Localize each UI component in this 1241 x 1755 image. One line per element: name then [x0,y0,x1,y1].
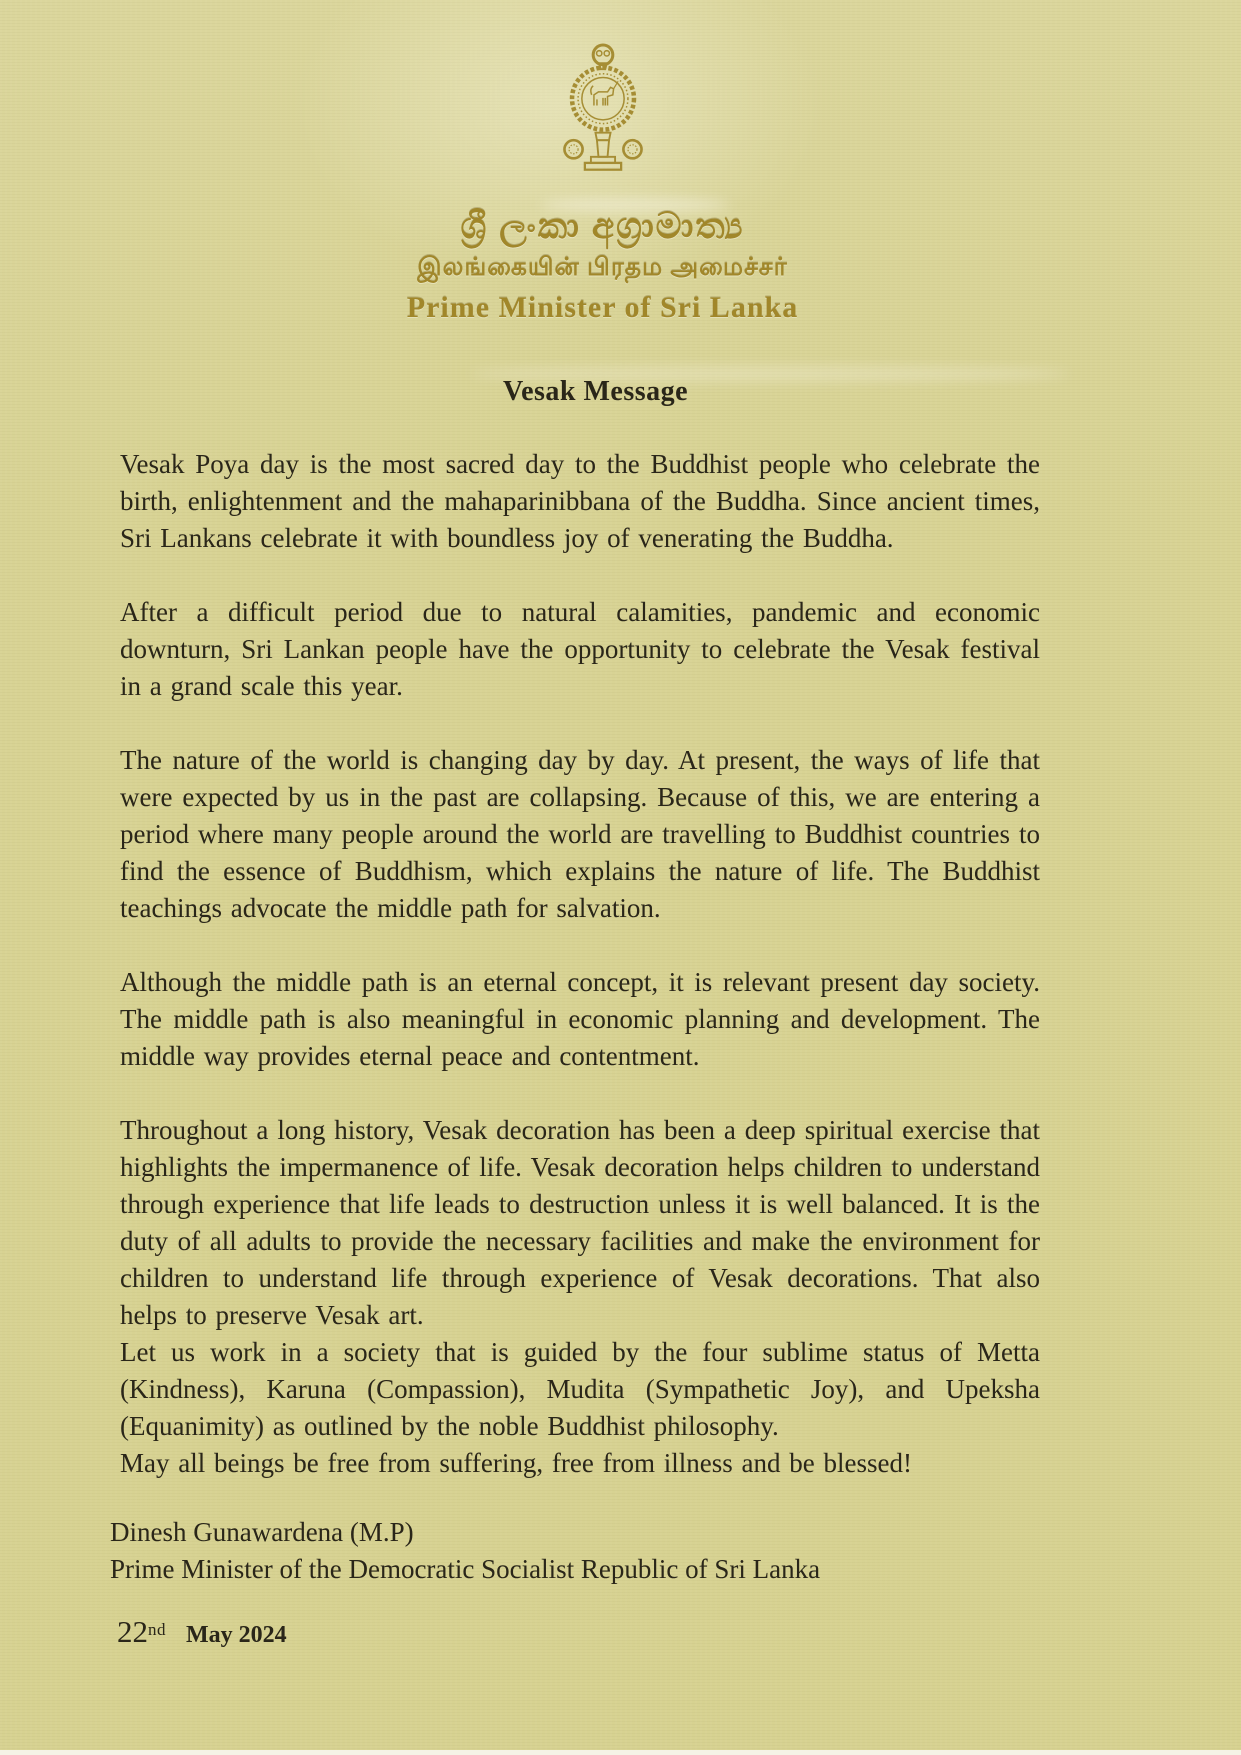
signature-role: Prime Minister of the Democratic Socialist Republic of Sri Lanka [110,1554,821,1584]
page-title: Vesak Message [502,376,689,407]
letterhead-sinhala: ශ්‍රී ලංකා අග්‍රාමාත්‍ය [460,206,745,246]
paragraph: Although the middle path is an eternal concept, it is relevant present day society. The middle path is also meaningful in economic planning and development. The middle way provides eternal peace and contentment. [120,967,1040,1071]
paragraph: After a difficult period due to natural calamities, pandemic and economic downturn, Sri Lankan people have the opportunity to celebrate the Vesak festival in a grand scale this year. [120,597,1040,701]
date-month-year: May 2024 [186,1622,287,1648]
letterhead-english: Prime Minister of Sri Lanka [406,291,799,324]
letterhead-tamil: இலங்கையின் பிரதம அமைச்சர் [417,254,788,281]
letterhead [0,0,1223,326]
sri-lanka-emblem-icon [557,42,649,178]
paragraph: The nature of the world is changing day by day. At present, the ways of life that were expected by us in the past are collapsing. Because of this, we are entering a period where many people around the world are travelling to Buddhist countries to find the essence of Buddhism, which explains the nature of life. The Buddhist teachings advocate the middle path for salvation. [120,745,1040,923]
signature-name: Dinesh Gunawardena (M.P) [110,1517,414,1547]
paragraph: Throughout a long history, Vesak decoration has been a deep spiritual exercise that highlights the impermanence of life. Vesak decoration helps children to understand through experience that life leads to destruction unless it is well balanced. It is the duty of all adults to provide the necessary facilities and make the environment for children to understand life through experience of Vesak decorations. That also helps to preserve Vesak art. [120,1115,1040,1330]
signature-block [110,1514,1241,1588]
body-paragraphs [120,446,1040,1482]
date-ordinal: nd [148,1620,166,1639]
dateline [117,1614,1241,1650]
date-day: 22 [117,1614,148,1649]
page-edge [0,1750,1241,1755]
paragraph: Let us work in a society that is guided by the four sublime status of Metta (Kindness), Karuna (Compassion), Mudita (Sympathetic Joy), and Upeksha (Equanimity) as outlined by the noble Buddhist philosophy. [120,1337,1040,1441]
paragraph: May all beings be free from suffering, free from illness and be blessed! [120,1448,912,1478]
paragraph: Vesak Poya day is the most sacred day to the Buddhist people who celebrate the birth, enlightenment and the mahaparinibbana of the Buddha. Since ancient times, Sri Lankans celebrate it with boundless joy of venerating the Buddha. [120,449,1040,553]
